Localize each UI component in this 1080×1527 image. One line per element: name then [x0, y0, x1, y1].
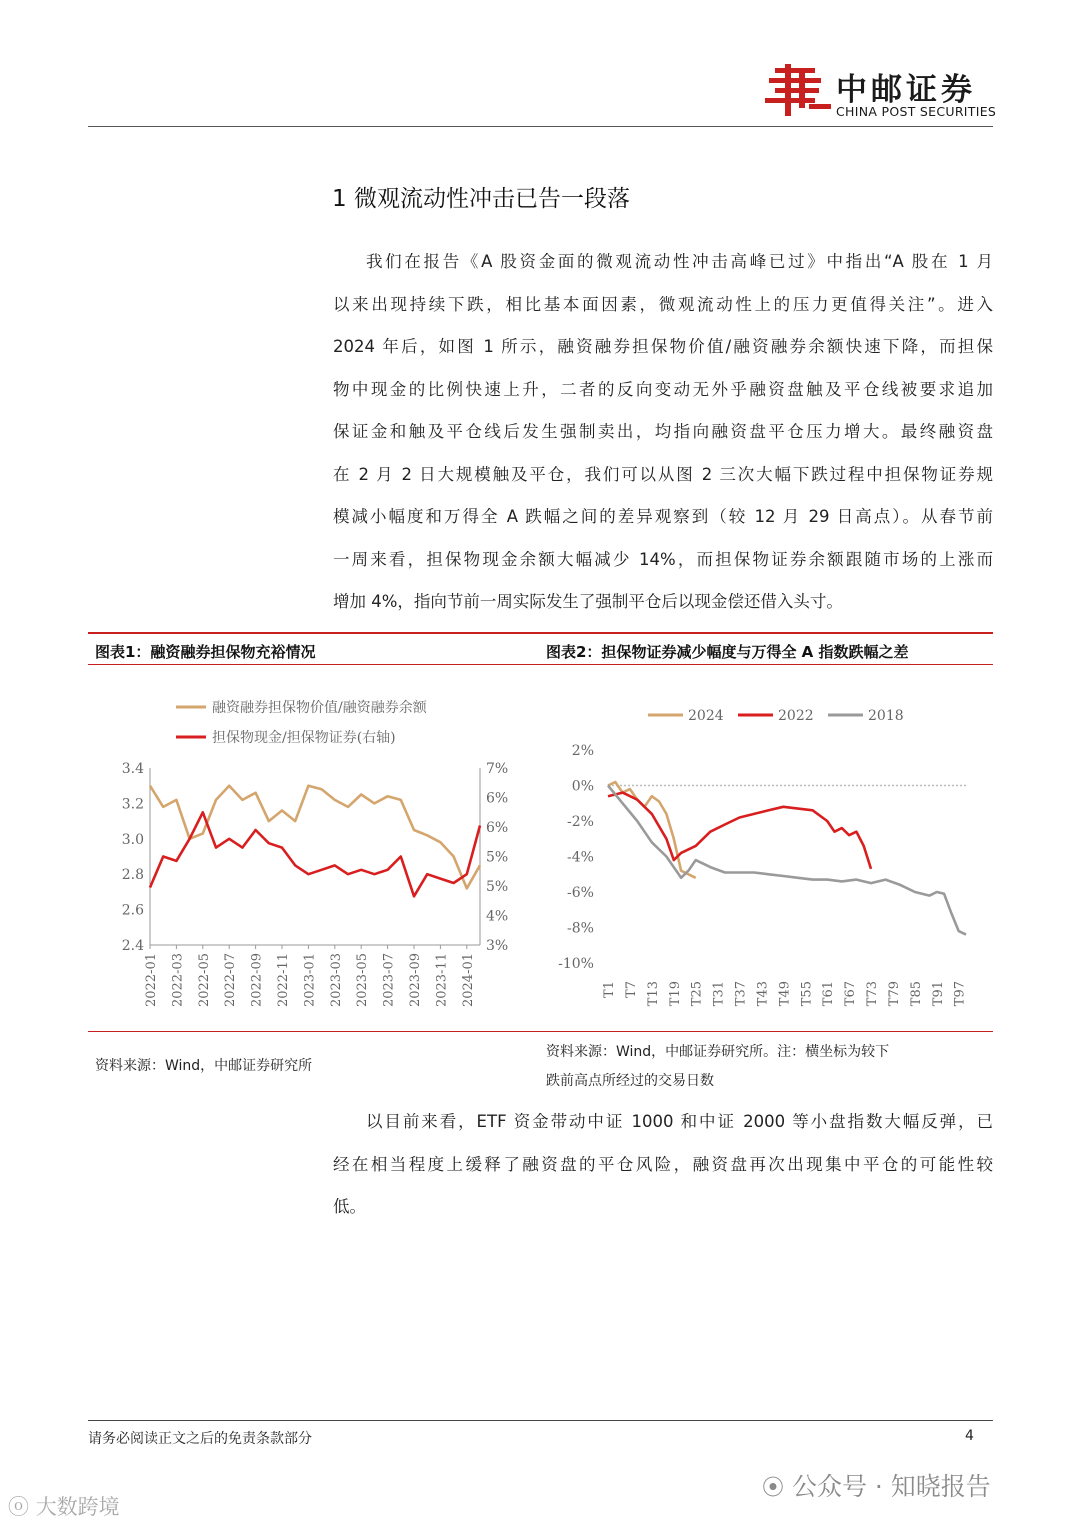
x-tick-label: T1	[602, 981, 617, 998]
x-tick-label: 2022-01	[144, 953, 159, 1008]
x-tick-label: 2023-09	[408, 953, 423, 1008]
watermark-text: 大数跨境	[35, 1495, 120, 1519]
figure-2-source	[546, 1038, 889, 1096]
paragraph-line: 我们在报告《A 股资金面的微观流动性冲击高峰已过》中指出“A 股在 1 月	[366, 252, 993, 271]
wechat-icon: ⦿	[762, 1476, 785, 1501]
y-left-tick-label: 3.2	[121, 796, 144, 813]
x-tick-label: T85	[908, 981, 924, 1007]
y-right-tick-label: 6%	[486, 820, 509, 836]
x-tick-label: 2022-07	[223, 953, 239, 1008]
x-tick-label: 2023-01	[302, 953, 318, 1008]
figure-bottom-rule	[88, 1031, 993, 1032]
x-tick-label: T91	[930, 981, 946, 1007]
x-tick-label: T49	[777, 981, 793, 1007]
figure-2-title: 图表2：担保物证券减少幅度与万得全 A 指数跌幅之差	[546, 643, 909, 661]
legend-label: 担保物现金/担保物证券(右轴)	[212, 730, 396, 746]
paragraph-line: 低。	[333, 1197, 366, 1216]
x-tick-label: T37	[733, 981, 749, 1007]
series-line	[150, 812, 480, 896]
y-right-tick-label: 7%	[486, 761, 509, 777]
y-tick-label: 0%	[571, 778, 594, 795]
y-left-tick-label: 3.0	[121, 831, 144, 848]
section-title: 1 微观流动性冲击已告一段落	[332, 186, 630, 212]
x-tick-label: T61	[821, 981, 837, 1007]
paragraph-line: 在 2 月 2 日大规模触及平仓，我们可以从图 2 三次大幅下跌过程中担保物证券规	[333, 464, 993, 484]
x-tick-label: T79	[886, 981, 902, 1007]
x-tick-label: T13	[645, 981, 661, 1007]
watermark-right	[762, 1467, 991, 1503]
brand-name-en: CHINA POST SECURITIES	[836, 104, 997, 119]
y-tick-label: -10%	[558, 956, 594, 972]
chart-1	[88, 668, 528, 1028]
body-paragraph-2	[333, 1101, 993, 1229]
x-tick-label: 2024-01	[460, 953, 476, 1008]
weibo-icon: ⓞ	[8, 1495, 29, 1519]
x-tick-label: 2023-07	[381, 953, 397, 1008]
legend-label: 2022	[778, 708, 814, 724]
x-tick-label: T19	[667, 981, 683, 1007]
y-tick-label: 2%	[571, 743, 594, 759]
paragraph-line: 以目前来看，ETF 资金带动中证 1000 和中证 2000 等小盘指数大幅反弹，已	[366, 1112, 993, 1131]
figure-1-title: 图表1：融资融券担保物充裕情况	[95, 643, 316, 661]
figure-title-rule	[88, 664, 993, 665]
x-tick-label: 2023-03	[328, 953, 344, 1008]
y-right-tick-label: 4%	[486, 908, 509, 925]
x-tick-label: T55	[799, 981, 815, 1007]
brand-name-cn: 中邮证券	[836, 72, 976, 108]
x-tick-label: T97	[952, 981, 968, 1007]
x-tick-label: 2023-05	[355, 953, 371, 1008]
y-tick-label: -2%	[567, 814, 594, 830]
paragraph-line: 物中现金的比例快速上升，二者的反向变动无外乎融资盘触及平仓线被要求追加	[333, 379, 993, 399]
y-left-tick-label: 2.8	[121, 867, 144, 884]
footer-divider	[88, 1420, 993, 1421]
body-paragraph-1	[333, 241, 993, 624]
x-tick-label: 2022-09	[249, 953, 265, 1008]
paragraph-line: 模减小幅度和万得全 A 跌幅之间的差异观察到（较 12 月 29 日高点）。从春节前	[333, 507, 993, 526]
y-right-tick-label: 6%	[486, 790, 509, 807]
y-right-tick-label: 3%	[486, 938, 509, 954]
x-tick-label: T43	[755, 981, 771, 1007]
series-line	[608, 782, 696, 878]
header-divider	[88, 126, 993, 127]
legend-label: 融资融券担保物价值/融资融券余额	[212, 700, 427, 716]
legend-label: 2018	[868, 708, 904, 724]
x-tick-label: T73	[865, 981, 881, 1007]
figure-top-rule	[88, 632, 993, 634]
source-line: 跌前高点所经过的交易日数	[546, 1073, 714, 1089]
x-tick-label: T25	[689, 981, 705, 1007]
y-left-tick-label: 2.6	[121, 902, 144, 919]
paragraph-line: 增加 4%，指向节前一周实际发生了强制平仓后以现金偿还借入头寸。	[333, 592, 843, 611]
y-tick-label: -8%	[567, 920, 594, 937]
paragraph-line: 以来出现持续下跌，相比基本面因素，微观流动性上的压力更值得关注”。进入	[333, 294, 993, 314]
x-tick-label: T7	[623, 981, 639, 998]
x-tick-label: 2023-11	[434, 953, 450, 1008]
page-number: 4	[965, 1428, 974, 1444]
legend-label: 2024	[688, 708, 724, 724]
footer-disclaimer: 请务必阅读正文之后的免责条款部分	[88, 1431, 312, 1447]
x-tick-label: T31	[711, 981, 727, 1007]
paragraph-line: 保证金和触及平仓线后发生强制卖出，均指向融资盘平仓压力增大。最终融资盘	[333, 422, 993, 441]
paragraph-line: 2024 年后，如图 1 所示，融资融券担保物价值/融资融券余额快速下降，而担保	[333, 337, 993, 356]
x-tick-label: 2022-11	[276, 953, 291, 1008]
x-tick-label: 2022-03	[170, 953, 186, 1008]
watermark-left	[8, 1491, 120, 1521]
y-right-tick-label: 5%	[486, 849, 509, 866]
x-tick-label: 2022-05	[196, 953, 212, 1008]
y-tick-label: -4%	[567, 849, 594, 866]
y-right-tick-label: 5%	[486, 879, 509, 895]
x-tick-label: T67	[843, 981, 859, 1007]
source-line: 资料来源：Wind，中邮证券研究所。注：横坐标为较下	[546, 1044, 890, 1060]
y-left-tick-label: 2.4	[121, 938, 144, 954]
y-left-tick-label: 3.4	[121, 761, 144, 777]
paragraph-line: 经在相当程度上缓释了融资盘的平仓风险，融资盘再次出现集中平仓的可能性较	[333, 1154, 993, 1174]
china-post-logo	[765, 64, 831, 116]
y-tick-label: -6%	[567, 885, 594, 901]
watermark-text: 公众号 · 知晓报告	[791, 1472, 991, 1501]
paragraph-line: 一周来看，担保物现金余额大幅减少 14%，而担保物证券余额跟随市场的上涨而	[333, 549, 993, 569]
figure-1-source: 资料来源：Wind，中邮证券研究所	[95, 1058, 313, 1074]
chart-2	[540, 668, 990, 1028]
